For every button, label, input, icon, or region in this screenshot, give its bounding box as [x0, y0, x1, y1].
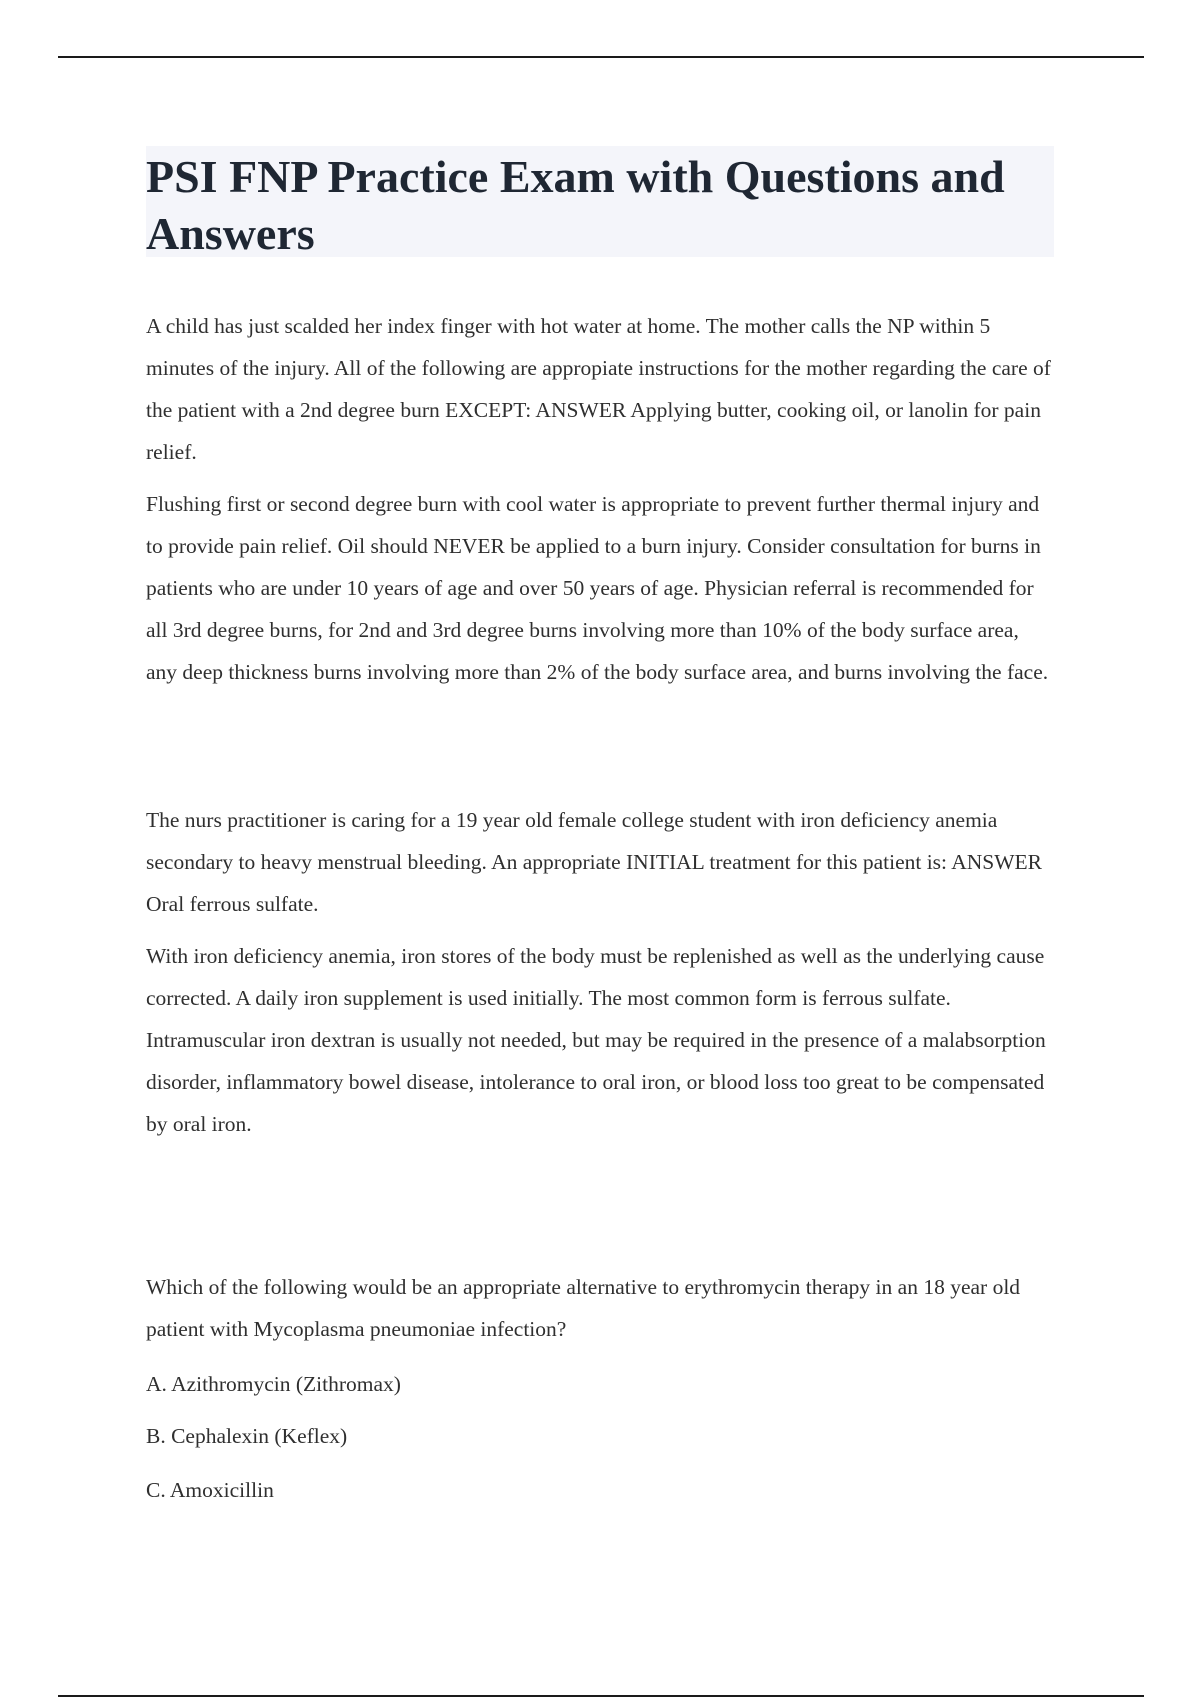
question-1: A child has just scalded her index finger with hot water at home. The mother calls the NP within 5 minutes of the injury. All of the following are appropiate instructions for the mother regarding the care of the patient with a 2nd degree burn EXCEPT: ANSWER Applying butter, cooking oil, or lanolin for pain relief.: [146, 314, 1051, 464]
question-1-explanation: Flushing first or second degree burn with cool water is appropriate to prevent further thermal injury and to provide pain relief. Oil should NEVER be applied to a burn injury. Consider consultation for burns in patients who are under 10 years of age and over 50 years of age. Physician referral is recommended for all 3rd degree burns, for 2nd and 3rd degree burns involving more than 10% of the body surface area, any deep thickness burns involving more than 2% of the body surface area, and burns involving the face.: [146, 492, 1049, 684]
bottom-divider: [58, 1695, 1144, 1697]
question-2: The nurs practitioner is caring for a 19 year old female college student with iron deficiency anemia secondary to heavy menstrual bleeding. An appropriate INITIAL treatment for this patient is: ANSWER Oral ferrous sulfate.: [146, 808, 1042, 916]
option-a: A. Azithromycin (Zithromax): [146, 1372, 401, 1396]
option-c: C. Amoxicillin: [146, 1478, 274, 1502]
top-divider: [58, 56, 1144, 58]
page-title: PSI FNP Practice Exam with Questions and Answers: [146, 151, 1005, 259]
question-3: Which of the following would be an appropriate alternative to erythromycin therapy in an 18 year old patient with Mycoplasma pneumoniae infection?: [146, 1275, 1021, 1341]
question-2-explanation: With iron deficiency anemia, iron stores of the body must be replenished as well as the underlying cause corrected. A daily iron supplement is used initially. The most common form is ferrous sulfate. Intramuscular iron dextran is usually not needed, but may be required in the presence of a malabsorption disorder, inflammatory bowel disease, intolerance to oral iron, or blood loss too great to be compensated by oral iron.: [146, 944, 1046, 1136]
option-b: B. Cephalexin (Keflex): [146, 1424, 348, 1448]
